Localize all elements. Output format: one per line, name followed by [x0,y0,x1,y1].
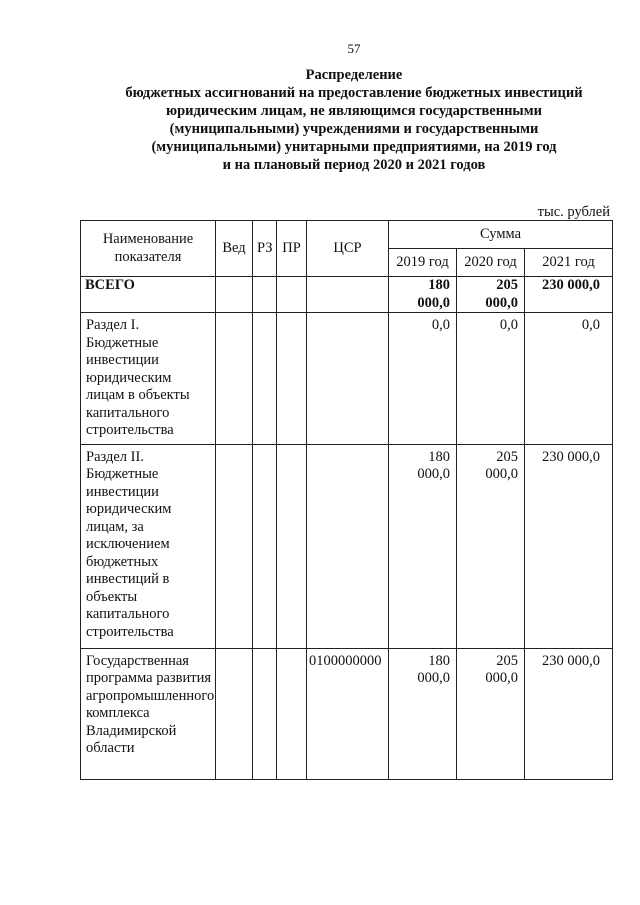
row-2020: 205 000,0 [457,277,525,313]
row-name: ВСЕГО [81,277,216,313]
document-title [84,66,624,174]
title-line: (муниципальными) унитарными предприятиями, на 2019 год [151,139,557,155]
page-number: 57 [347,41,361,56]
row-2019: 180 000,0 [389,444,457,648]
row-rz [253,313,277,445]
row-csr [307,444,389,648]
row-name: Раздел I. Бюджетные инвестиции юридическим лицам в объекты капитального строительства [81,313,216,445]
header-name: Наименование показателя [81,221,216,277]
title-line: юридическим лицам, не являющимся государственными [166,103,542,119]
row-2020: 205 000,0 [457,648,525,779]
row-pr [277,277,307,313]
header-sum: Сумма [389,221,613,249]
row-2021: 230 000,0 [525,444,613,648]
header-csr: ЦСР [307,221,389,277]
row-pr [277,648,307,779]
units-label: тыс. рублей [537,204,610,220]
header-2019: 2019 год [389,249,457,277]
row-2020: 205 000,0 [457,444,525,648]
row-2021: 230 000,0 [525,277,613,313]
table-row [81,313,613,445]
title-line: бюджетных ассигнований на предоставление бюджетных инвестиций [125,85,583,101]
row-name: Государственная программа развития агропромышленного комплекса Владимирской области [81,648,216,779]
row-rz [253,444,277,648]
row-2021: 230 000,0 [525,648,613,779]
header-2020: 2020 год [457,249,525,277]
header-rz: РЗ [253,221,277,277]
row-2020: 0,0 [457,313,525,445]
header-2021: 2021 год [525,249,613,277]
header-pr: ПР [277,221,307,277]
header-ved: Вед [216,221,253,277]
row-2019: 180 000,0 [389,648,457,779]
row-2019: 0,0 [389,313,457,445]
title-line: Распределение [305,67,403,83]
table-row [81,648,613,779]
row-pr [277,444,307,648]
row-rz [253,277,277,313]
header-row [81,221,613,249]
row-ved [216,277,253,313]
budget-table [80,220,613,780]
row-csr: 0100000000 [307,648,389,779]
row-csr [307,313,389,445]
row-ved [216,444,253,648]
table-row [81,444,613,648]
table-row-total [81,277,613,313]
row-rz [253,648,277,779]
row-pr [277,313,307,445]
row-2019: 180 000,0 [389,277,457,313]
row-ved [216,648,253,779]
title-line: (муниципальными) учреждениями и государственными [169,121,539,137]
row-2021: 0,0 [525,313,613,445]
row-csr [307,277,389,313]
row-ved [216,313,253,445]
row-name: Раздел II. Бюджетные инвестиции юридическим лицам, за исключением бюджетных инвестиций в объекты капитального строительства [81,444,216,648]
title-line: и на плановый период 2020 и 2021 годов [222,157,486,173]
